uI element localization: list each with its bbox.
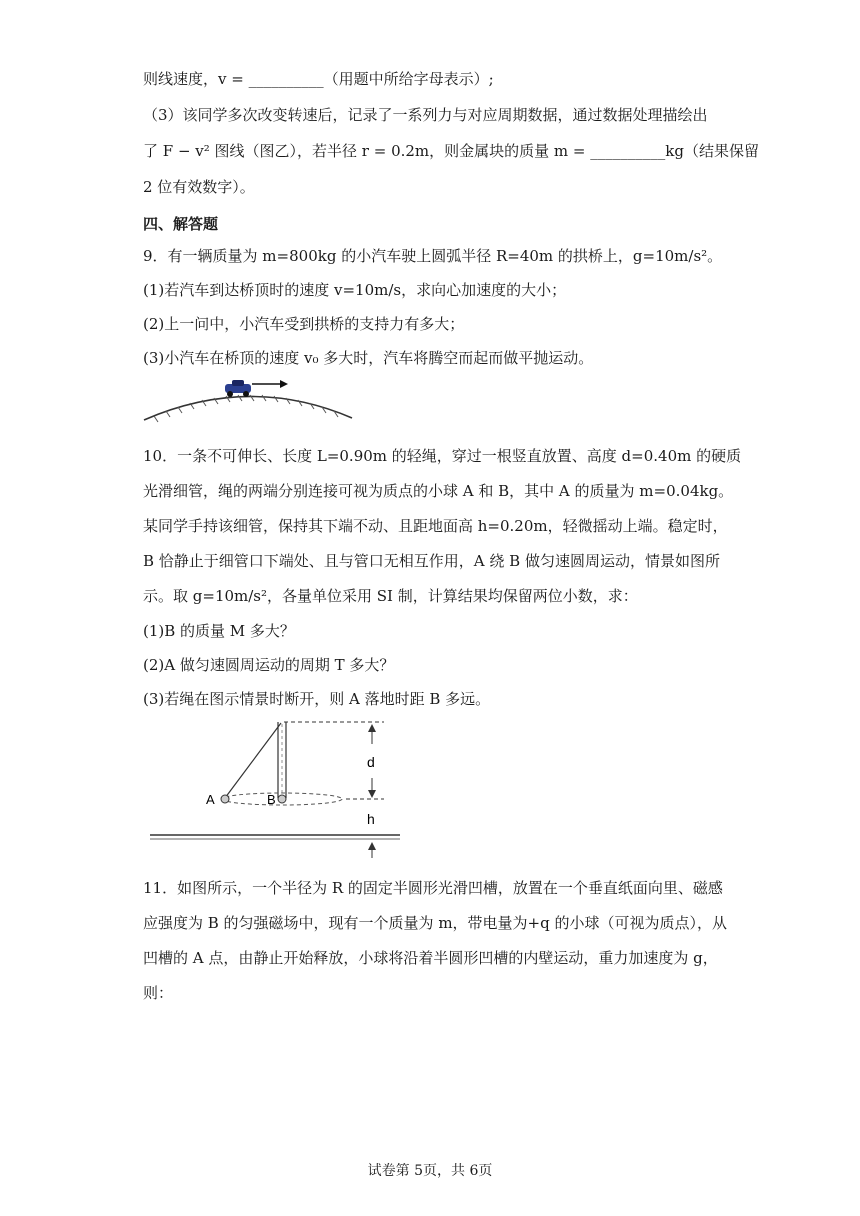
ball-b-icon bbox=[278, 795, 286, 803]
q8-part3-line2: 了 F − v² 图线（图乙），若半径 r = 0.2m，则金属块的质量 m = __________kg（结果保留 bbox=[143, 142, 759, 160]
q10-stem-line3: 某同学手持该细管，保持其下端不动、且距地面高 h=0.20m，轻微摇动上端。稳定时， bbox=[143, 517, 728, 535]
q10-stem-line1: 10．一条不可伸长、长度 L=0.90m 的轻绳，穿过一根竖直放置、高度 d=0.40m 的硬质 bbox=[143, 447, 742, 465]
q8-part3-line3: 2 位有效数字）。 bbox=[143, 178, 255, 196]
tube-figure bbox=[140, 712, 410, 864]
q9-stem: 9．有一辆质量为 m=800kg 的小汽车驶上圆弧半径 R=40m 的拱桥上，g=10m/s²。 bbox=[143, 247, 723, 265]
section-heading: 四、解答题 bbox=[143, 215, 219, 233]
q11-stem-line1: 11．如图所示，一个半径为 R 的固定半圆形光滑凹槽，放置在一个垂直纸面向里、磁感 bbox=[143, 879, 723, 897]
ball-a-icon bbox=[221, 795, 229, 803]
label-a: A bbox=[206, 792, 215, 807]
bridge-figure bbox=[140, 372, 360, 428]
q11-stem-line2: 应强度为 B 的匀强磁场中，现有一个质量为 m，带电量为+q 的小球（可视为质点），从 bbox=[143, 914, 727, 932]
q9-sub1: (1)若汽车到达桥顶时的速度 v=10m/s，求向心加速度的大小； bbox=[143, 281, 567, 299]
q8-part2-line: 则线速度，v = __________（用题中所给字母表示）; bbox=[143, 70, 494, 88]
q10-stem-line5: 示。取 g=10m/s²，各量单位采用 SI 制，计算结果均保留两位小数，求： bbox=[143, 587, 638, 605]
label-h: h bbox=[367, 811, 375, 827]
q8-part3-line1: （3）该同学多次改变转速后，记录了一系列力与对应周期数据，通过数据处理描绘出 bbox=[143, 106, 708, 124]
car-icon bbox=[225, 380, 251, 397]
q10-stem-line2: 光滑细管，绳的两端分别连接可视为质点的小球 A 和 B，其中 A 的质量为 m=0.04kg。 bbox=[143, 482, 734, 500]
page-footer: 试卷第 5页，共 6页 bbox=[367, 1163, 493, 1179]
q9-sub3: (3)小汽车在桥顶的速度 v₀ 多大时，汽车将腾空而起而做平抛运动。 bbox=[143, 349, 594, 367]
q11-stem-line3: 凹槽的 A 点，由静止开始释放，小球将沿着半圆形凹槽的内壁运动，重力加速度为 g， bbox=[143, 949, 718, 967]
q10-sub2: (2)A 做匀速圆周运动的周期 T 多大？ bbox=[143, 656, 395, 674]
q11-stem-line4: 则： bbox=[143, 984, 174, 1002]
label-b: B bbox=[267, 792, 276, 807]
q9-sub2: (2)上一问中，小汽车受到拱桥的支持力有多大； bbox=[143, 315, 465, 333]
velocity-arrow-icon bbox=[252, 380, 288, 388]
q10-sub1: (1)B 的质量 M 多大？ bbox=[143, 622, 295, 640]
label-d: d bbox=[367, 754, 375, 770]
q10-stem-line4: B 恰静止于细管口下端处、且与管口无相互作用，A 绕 B 做匀速圆周运动，情景如图所 bbox=[143, 552, 720, 570]
q10-sub3: (3)若绳在图示情景时断开，则 A 落地时距 B 多远。 bbox=[143, 690, 491, 708]
